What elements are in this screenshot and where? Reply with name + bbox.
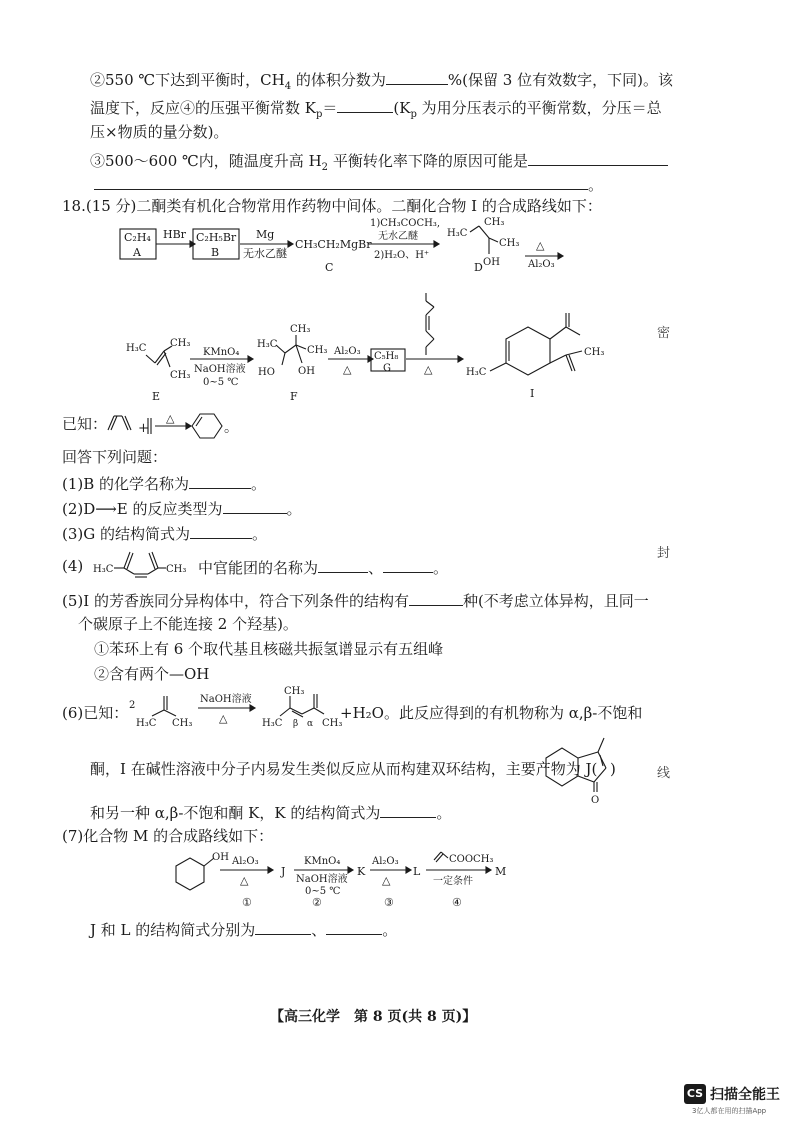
answer-blank <box>190 522 252 539</box>
svg-text:△: △ <box>343 363 352 376</box>
svg-text:0~5 ℃: 0~5 ℃ <box>203 377 239 388</box>
synthesis-route-1 <box>0 216 800 276</box>
svg-text:O: O <box>591 795 600 806</box>
svg-text:CH₃: CH₃ <box>584 347 605 358</box>
q17-part2-line3: 压×物质的量分数)。 <box>90 123 229 141</box>
svg-text:H₃C: H₃C <box>466 367 487 378</box>
svg-text:NaOH溶液: NaOH溶液 <box>200 694 252 705</box>
svg-text:Al₂O₃: Al₂O₃ <box>232 856 259 867</box>
svg-text:CH₃: CH₃ <box>307 345 328 356</box>
compound-j: J <box>281 865 286 878</box>
svg-text:OH: OH <box>212 852 229 863</box>
compound-a-formula: C₂H₄ <box>124 231 151 244</box>
q18-part6-line2-end: ) <box>610 760 616 778</box>
svg-text:1)CH₃COCH₃,: 1)CH₃COCH₃, <box>370 218 441 229</box>
svg-text:△: △ <box>424 363 433 376</box>
answer-blank <box>337 96 393 113</box>
svg-text:0~5 ℃: 0~5 ℃ <box>305 886 341 897</box>
svg-text:①: ① <box>242 896 252 909</box>
svg-text:Al₂O₃: Al₂O₃ <box>372 856 399 867</box>
svg-text:NaOH溶液: NaOH溶液 <box>296 874 348 885</box>
q18-part5-cond1: ①苯环上有 6 个取代基且核磁共振氢谱显示有五组峰 <box>94 640 444 658</box>
svg-text:HO: HO <box>258 367 275 378</box>
q17-part2-line2: 温度下，反应④的压强平衡常数 $K_p= (K_p$ 为用分压表示的平衡常数，分压＝总 <box>90 96 662 125</box>
svg-text:CH₃: CH₃ <box>172 718 193 729</box>
svg-text:Mg: Mg <box>256 228 275 241</box>
svg-text:△: △ <box>219 712 228 725</box>
q18-part5-cond2: ②含有两个—OH <box>94 665 210 683</box>
svg-text:Al₂O₃: Al₂O₃ <box>528 259 555 270</box>
q18-part6-prefix: (6)已知： <box>62 704 129 722</box>
q18-part7-question: J 和 L 的结构简式分别为 、 。 <box>90 918 397 940</box>
q17-part2-line1: ②550 ℃下达到平衡时，$CH_4$ 的体积分数为 %(保留 3 位有效数字，下同)。该 <box>90 68 673 97</box>
answer-blank <box>189 472 251 489</box>
q18-part7-prefix: (7)化合物 M 的合成路线如下： <box>62 827 274 845</box>
svg-text:H₃C: H₃C <box>447 228 468 239</box>
q17-part3-line2: 。 <box>94 173 603 195</box>
svg-text:COOCH₃: COOCH₃ <box>449 854 494 865</box>
svg-text:CH₃: CH₃ <box>290 324 311 335</box>
compound-e-label: E <box>152 390 161 403</box>
scanner-app-name: 扫描全能王 <box>710 1087 780 1103</box>
synthesis-route-2 <box>0 283 800 403</box>
answer-header: 回答下列问题： <box>62 448 168 466</box>
svg-text:CH₃: CH₃ <box>322 718 343 729</box>
scanner-badge <box>684 1082 788 1122</box>
answer-blank <box>380 801 436 818</box>
svg-text:+: + <box>138 421 149 436</box>
svg-text:2)H₂O、H⁺: 2)H₂O、H⁺ <box>374 250 430 261</box>
svg-text:一定条件: 一定条件 <box>433 876 473 887</box>
compound-i-label: I <box>530 387 535 400</box>
compound-k: K <box>357 865 366 878</box>
known-1-prefix: 已知： <box>62 415 108 433</box>
answer-blank <box>318 556 368 573</box>
q18-part1: (1)B 的化学名称为 。 <box>62 472 266 494</box>
svg-text:CH₃: CH₃ <box>170 338 191 349</box>
synthesis-route-m <box>0 848 800 908</box>
q18-part4: 中官能团的名称为 、 。 <box>198 556 448 578</box>
q18-part6-line2: 酮，I 在碱性溶液中分子内易发生类似反应从而构建双环结构，主要产物为 J( <box>90 760 598 778</box>
svg-text:OH: OH <box>483 257 500 268</box>
svg-text:△: △ <box>166 412 175 425</box>
known-reaction-diels-alder <box>0 404 800 444</box>
q18-part6-line1: +H₂O。此反应得到的有机物称为 α,β-不饱和 <box>340 704 643 722</box>
side-mark-feng: 封 <box>656 546 670 561</box>
svg-text:CH₃: CH₃ <box>166 564 187 575</box>
page-footer: 【高三化学 第 8 页(共 8 页)】 <box>270 1009 477 1025</box>
compound-c: CH₃CH₂MgBr <box>295 238 372 251</box>
svg-text:Al₂O₃: Al₂O₃ <box>334 346 361 357</box>
svg-text:△: △ <box>382 874 391 887</box>
q18-part3: (3)G 的结构简式为 。 <box>62 522 267 544</box>
q18-part2: (2)D⟶E 的反应类型为 。 <box>62 497 302 519</box>
scanner-slogan: 3亿人都在用的扫描App <box>692 1107 767 1115</box>
svg-text:H₃C: H₃C <box>136 718 157 729</box>
svg-text:②: ② <box>312 896 322 909</box>
svg-text:H₃C: H₃C <box>126 343 147 354</box>
q18-part5-line1: (5)I 的芳香族同分异构体中，符合下列条件的结构有 种(不考虑立体异构，且同一 <box>62 589 649 611</box>
side-mark-xian: 线 <box>656 766 670 781</box>
q17-part3-line1: ③500～600 ℃内，随温度升高 $H_2$ 平衡转化率下降的原因可能是 <box>90 149 668 178</box>
answer-blank <box>223 497 287 514</box>
svg-text:OH: OH <box>298 366 315 377</box>
svg-text:③: ③ <box>384 896 394 909</box>
svg-text:KMnO₄: KMnO₄ <box>304 856 341 867</box>
q18-part4-prefix: (4) <box>62 557 84 575</box>
camscanner-logo-icon: CS <box>684 1084 706 1104</box>
q18-part6-line3: 和另一种 α,β-不饱和酮 K，K 的结构简式为 。 <box>90 801 451 823</box>
compound-b-formula: C₂H₅Br <box>196 231 237 244</box>
compound-g-formula: C₅H₈ <box>374 351 399 362</box>
q18-part5-line2: 个碳原子上不能连接 2 个羟基)。 <box>78 615 298 633</box>
svg-text:△: △ <box>240 874 249 887</box>
svg-text:△: △ <box>536 239 545 252</box>
svg-text:CH₃: CH₃ <box>499 238 520 249</box>
answer-blank <box>326 918 382 935</box>
compound-d-label: D <box>474 261 483 274</box>
svg-text:无水乙醚: 无水乙醚 <box>378 231 418 242</box>
compound-f-label: F <box>290 390 298 403</box>
svg-text:CH₃: CH₃ <box>284 686 305 697</box>
svg-text:2: 2 <box>129 700 136 711</box>
compound-l: L <box>413 865 421 878</box>
answer-blank <box>383 556 433 573</box>
svg-text:无水乙醚: 无水乙醚 <box>243 247 287 260</box>
svg-text:H₃C: H₃C <box>93 564 114 575</box>
svg-text:④: ④ <box>452 896 462 909</box>
svg-text:HBr: HBr <box>163 228 186 241</box>
q18-intro: 18.(15 分)二酮类有机化合物常用作药物中间体。二酮化合物 I 的合成路线如下： <box>62 197 602 215</box>
answer-blank <box>255 918 311 935</box>
svg-text:。: 。 <box>224 420 238 436</box>
compound-m: M <box>495 865 507 878</box>
svg-text:CH₃: CH₃ <box>170 370 191 381</box>
answer-blank <box>528 149 668 166</box>
svg-text:CH₃: CH₃ <box>484 217 505 228</box>
svg-text:KMnO₄: KMnO₄ <box>203 347 240 358</box>
compound-j-structure <box>0 730 800 806</box>
answer-blank <box>409 589 463 606</box>
compound-a-label: A <box>133 246 141 259</box>
svg-text:β: β <box>293 719 299 729</box>
svg-text:NaOH溶液: NaOH溶液 <box>194 364 246 375</box>
svg-text:C: C <box>325 261 334 274</box>
svg-text:H₃C: H₃C <box>257 339 278 350</box>
svg-text:α: α <box>307 719 314 729</box>
compound-g-label: G <box>383 363 391 374</box>
answer-blank <box>94 173 588 190</box>
side-mark-mi: 密 <box>656 326 670 341</box>
compound-b-label: B <box>211 246 220 259</box>
answer-blank <box>386 68 448 85</box>
svg-text:H₃C: H₃C <box>262 718 283 729</box>
